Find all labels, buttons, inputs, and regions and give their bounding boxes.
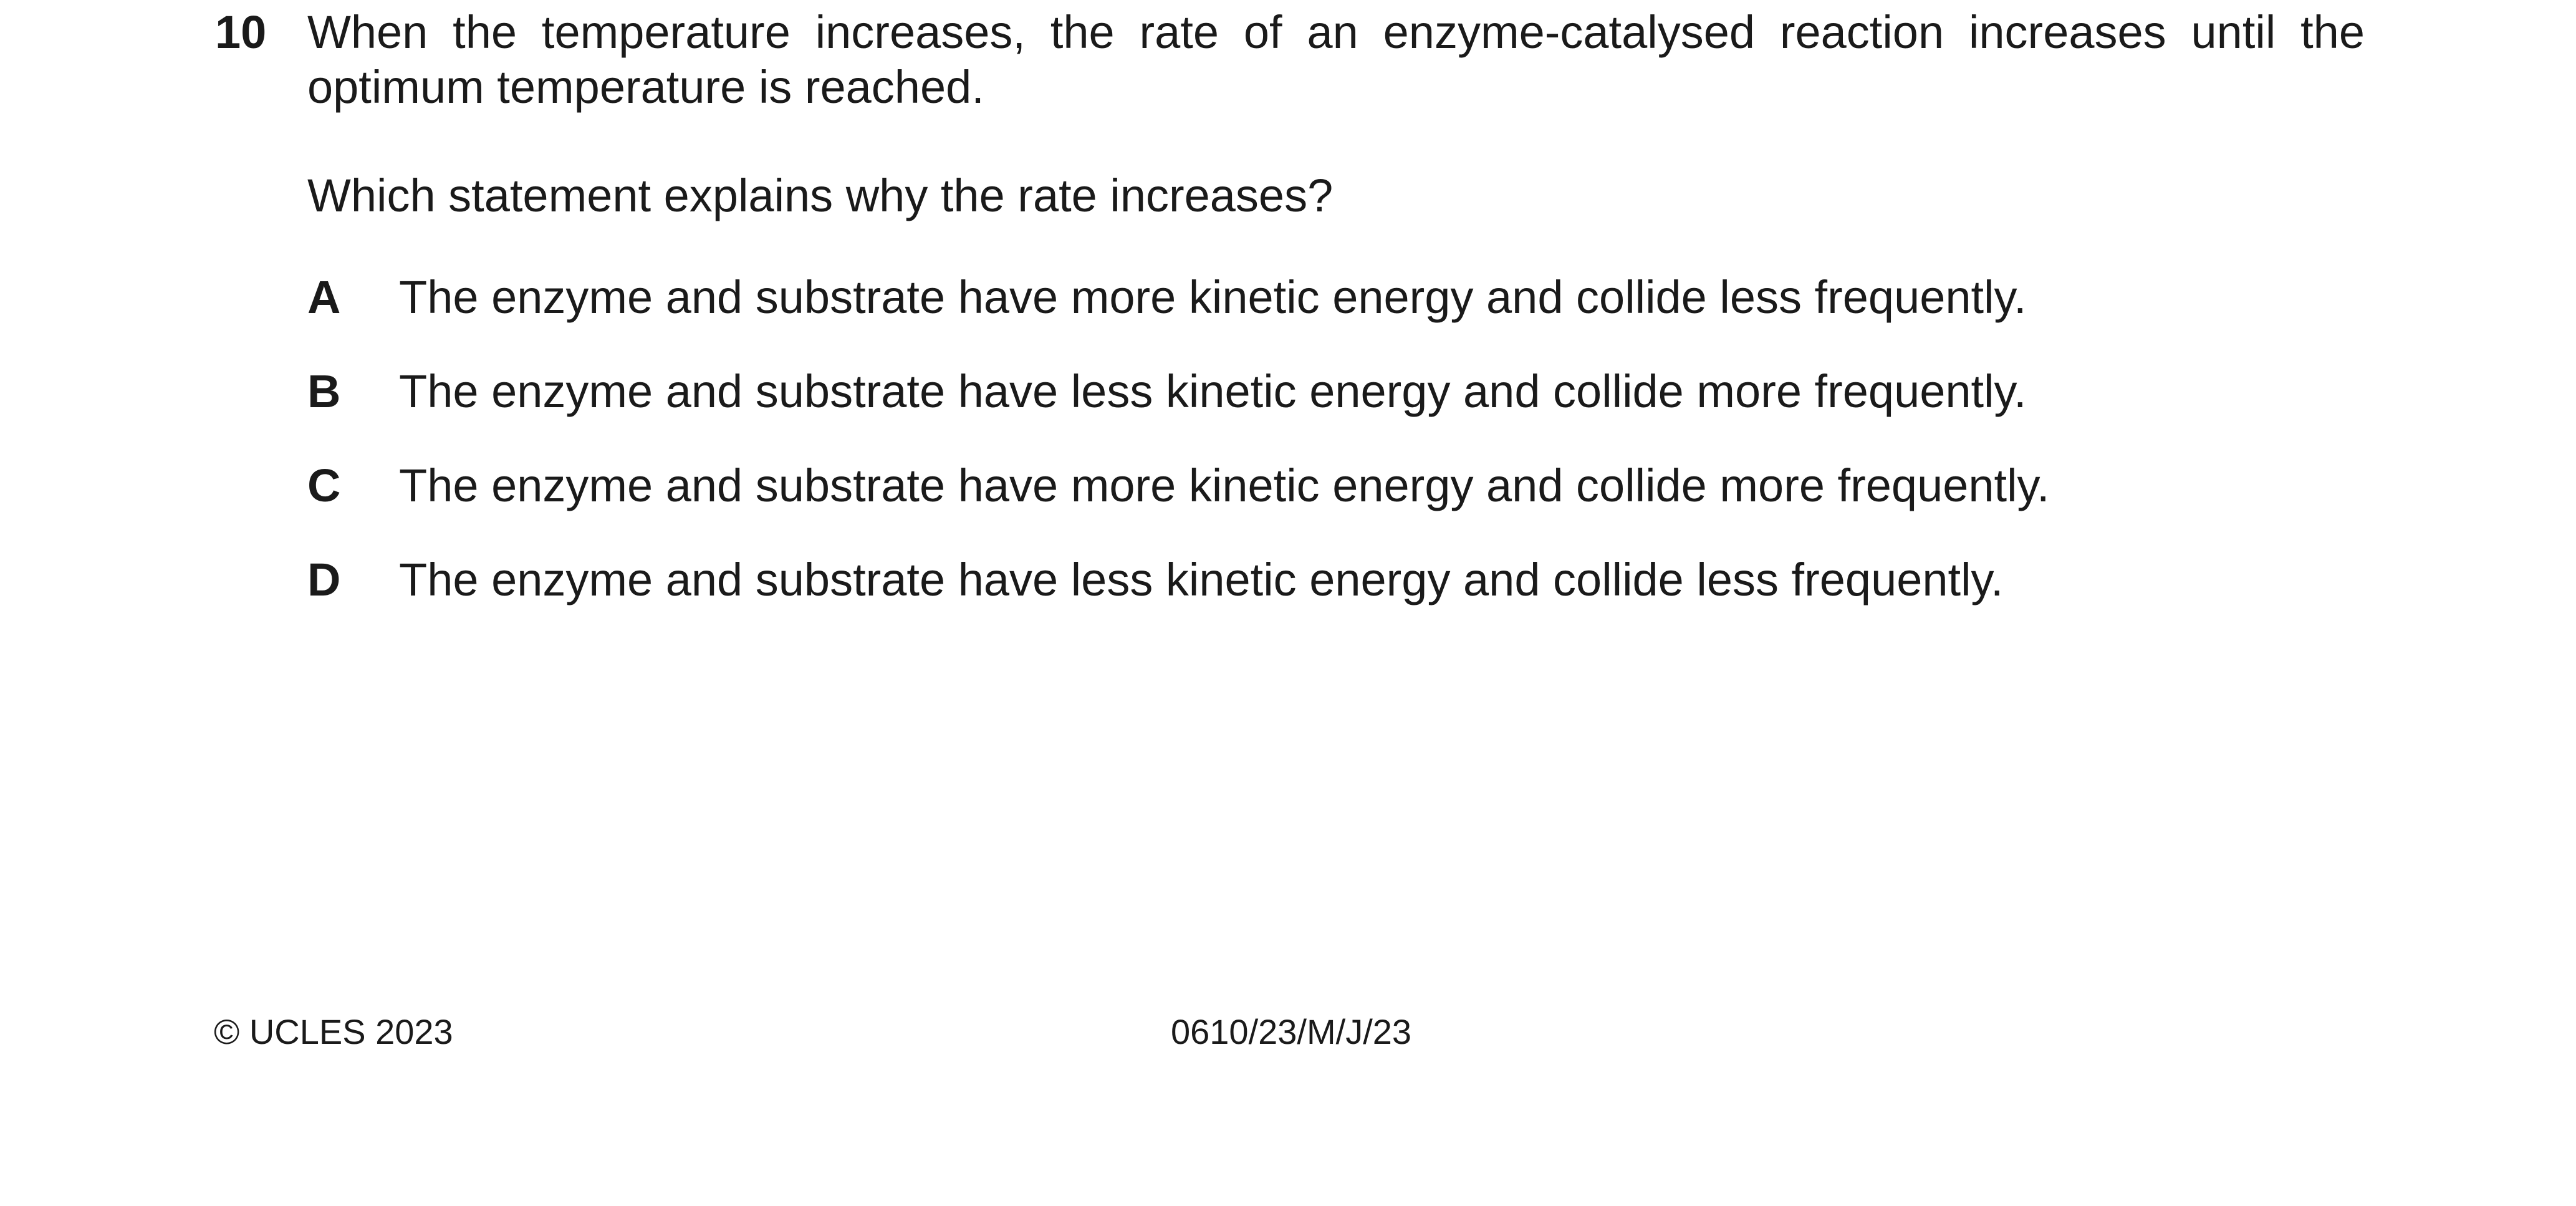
option-letter: B xyxy=(307,365,341,417)
option-letter: A xyxy=(307,271,341,323)
option-letter: C xyxy=(307,460,341,511)
footer-copyright: © UCLES 2023 xyxy=(214,1012,453,1051)
option-text: The enzyme and substrate have more kinetic energy and collide less frequently. xyxy=(399,271,2027,323)
option-text: The enzyme and substrate have more kinetic energy and collide more frequently. xyxy=(399,460,2050,511)
question-number: 10 xyxy=(215,6,267,58)
question-stem: When the temperature increases, the rate of an enzyme-catalysed reaction increases until the optimum temperature is reached. xyxy=(307,6,2365,113)
footer-paper-code: 0610/23/M/J/23 xyxy=(1171,1012,1412,1051)
option-text: The enzyme and substrate have less kinetic energy and collide less frequently. xyxy=(399,554,2004,605)
option-text: The enzyme and substrate have less kinetic energy and collide more frequently. xyxy=(399,365,2027,417)
option-letter: D xyxy=(307,554,341,605)
question-prompt: Which statement explains why the rate increases? xyxy=(307,170,1334,221)
